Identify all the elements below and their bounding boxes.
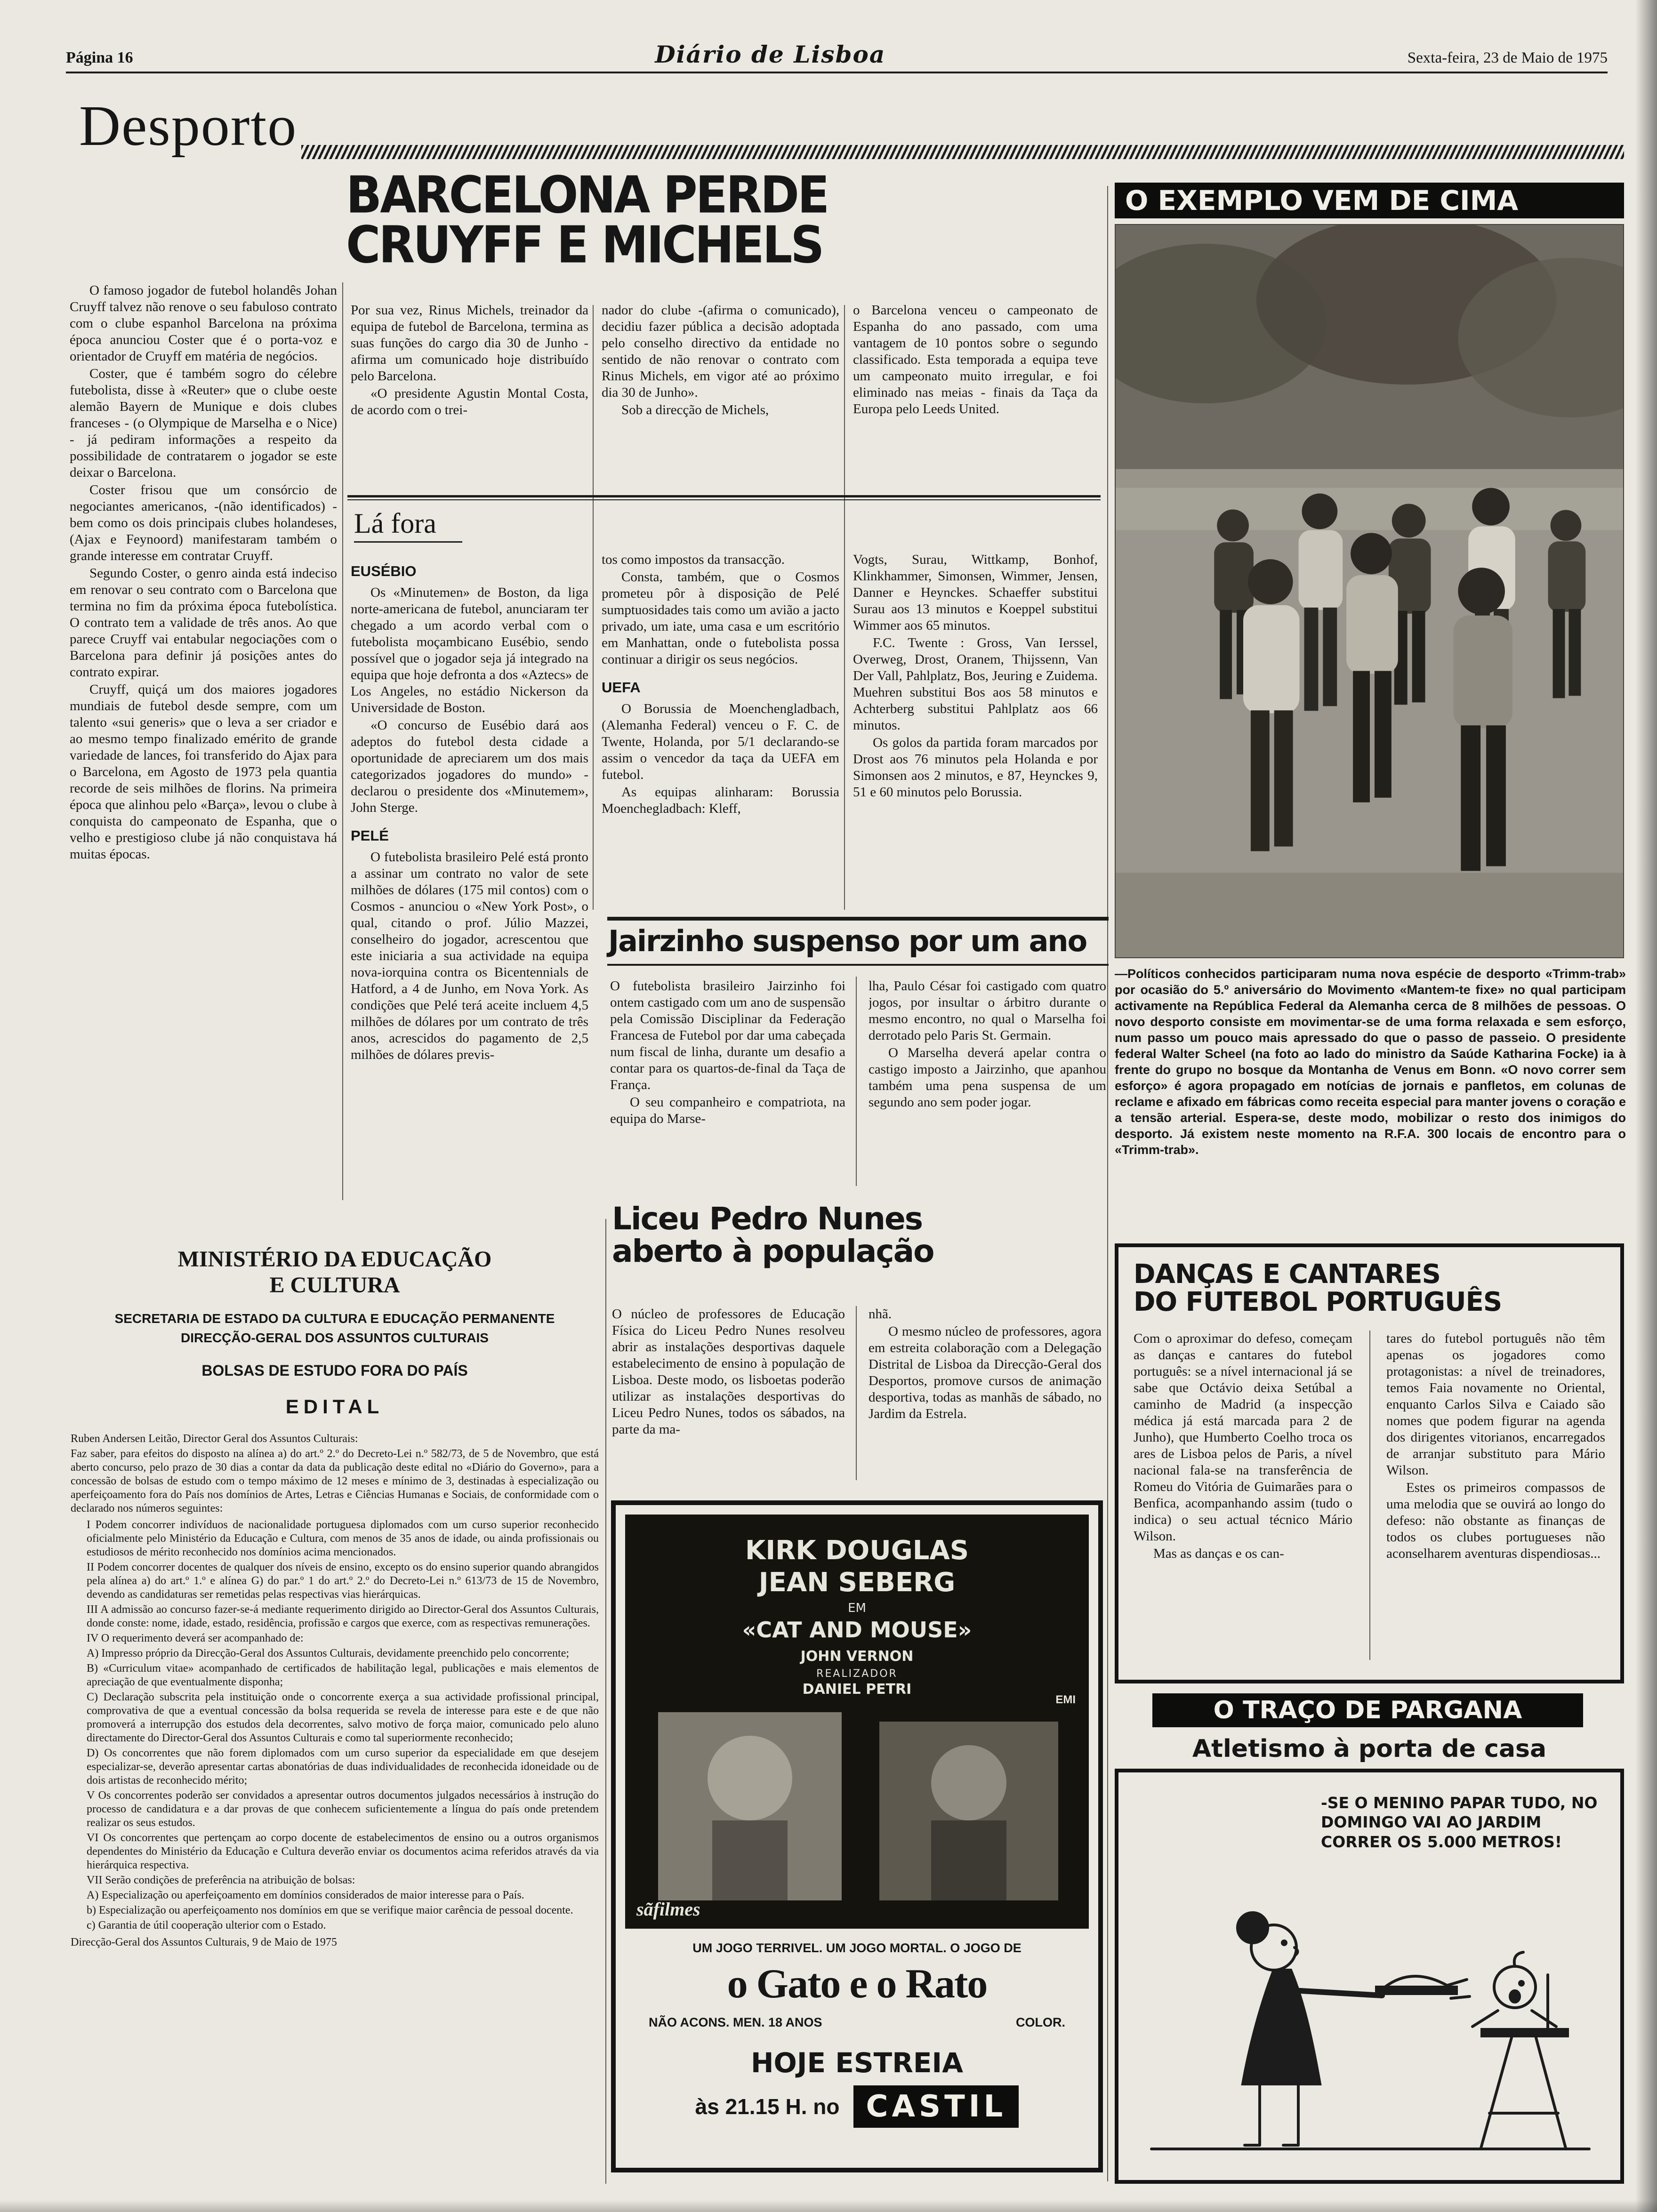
pargana-banner: O TRAÇO DE PARGANA	[1152, 1693, 1583, 1727]
studio-logo: sãfilmes	[636, 1899, 700, 1920]
paragraph: III A admissão ao concurso fazer-se-á mediante requerimento dirigido ao Director-Geral dos Assuntos Culturais, donde conste: nome, idade, estado, residência, profissão e cargos que exerce, com as respectivas remunerações.	[87, 1603, 599, 1630]
paragraph: A) Impresso próprio da Direcção-Geral dos Assuntos Culturais, devidamente preenchido pelo concorrente;	[87, 1647, 570, 1660]
exemplo-banner: O EXEMPLO VEM DE CIMA	[1115, 183, 1624, 218]
premiere-text: HOJE ESTREIA	[751, 2047, 963, 2079]
cartoon-speech: -SE O MENINO PAPAR TUDO, NO DOMINGO VAI AO JARDIM CORRER OS 5.000 METROS!	[1321, 1794, 1598, 1851]
photo-caption: —Políticos conhecidos participaram numa nova espécie de desporto «Trimm-trab» por ocasião do 5.º aniversário do Movimento «Mantem-te fixe» no qual participam activamente na República Federal da Alemanha cerca de 8 milhões de pessoas. O novo desporto consiste em movimentar-se de uma forma relaxada e sem esforço, num passo um pouco mais apressado do que o passo de passeio. O presidente federal Walter Scheel (na foto ao lado do ministro da Saúde Katharina Focke) ia à frente do grupo no bosque da Montanha de Venus em Bonn. «O novo correr sem esforço» é agora propagado em notícias de jornais e panfletos, em colunas de reclame e afixado em fábricas como receita especial para manter jovens o coração e a tensão arterial. Espera-se, deste modo, mobilizar o resto dos inimigos do desporto. Já existem neste momento na R.F.A. 300 locais de encontro para o «Trimm-trab».	[1115, 967, 1626, 1157]
paragraph: VI Os concorrentes que pertençam ao corpo docente de estabelecimentos de ensino ou a outros organismos dependentes do Ministério da Educação e Cultura deverão enviar os documentos acima referidos através da via hierárquica respectiva.	[87, 1832, 599, 1872]
edital-title: EDITAL	[285, 1395, 384, 1418]
color-text: COLOR.	[1016, 2015, 1065, 2029]
paragraph: tares do futebol português não têm apenas os jogadores como protagonistas: a nível de treinadores, temos Faia novamente no Oriental, enquanto Carlos Silva e Caiado são nomes que podem figurar na agenda dos dirigentes vitorianos, encarregados de arranjar substituto para Mário Wilson.	[1386, 1330, 1605, 1478]
column-rule	[856, 977, 857, 1186]
trimm-trab-photo	[1115, 224, 1624, 958]
original-title: «CAT AND MOUSE»	[742, 1617, 972, 1643]
jairzinho-col2	[869, 978, 1106, 1186]
lafora-column-a	[351, 552, 588, 1203]
secretariat-title: SECRETARIA DE ESTADO DA CULTURA E EDUCAÇÃO PERMANENTE	[114, 1311, 555, 1326]
paragraph: O futebolista brasileiro Pelé está pronto a assinar um contrato no valor de sete milhões de dólares (175 mil contos) com o Cosmos - anunciou o «New York Post», o qual, citando o prof. Júlio Mazzei, conselheiro do jogador, acrescentou que este iniciaria a sua actividade na equipa nova-iorquina contra os Bicentennials de Hatford, a 4 de Junho, em Nova York. As condições que Pelé terá aceite incluem 4,5 milhões de dólares por um contrato de três anos, acrescidos do pagamento de 2,5 milhões de dólares previs-	[351, 850, 588, 1062]
headline-line: DO FUTEBOL PORTUGUÊS	[1134, 1287, 1502, 1318]
page-edge-shadow	[0, 2200, 1657, 2212]
actor-name: JEAN SEBERG	[758, 1567, 956, 1598]
pele-continued	[602, 552, 839, 668]
lafora-column-c	[853, 552, 1098, 914]
headline-line: CRUYFF E MICHELS	[346, 215, 823, 275]
paragraph: Vogts, Surau, Wittkamp, Bonhof, Klinkhammer, Simonsen, Wimmer, Jensen, Danner e Heynckes. Schaeffer substitui Surau aos 13 minutos e Koeppel substitui Wimmer aos 65 minutos.	[853, 552, 1098, 633]
lafora-column-b	[602, 552, 839, 914]
paragraph: O núcleo de professores de Educação Física do Liceu Pedro Nunes resolveu abrir as instalações desportivas daquele estabelecimento de ensino à população de Lisboa. Deste modo, os lisboetas poderão utilizar as instalações desportivas do Liceu Pedro Nunes, todos os sábados, na parte da ma-	[612, 1306, 845, 1437]
paragraph: b) Especialização ou aperfeiçoamento nos domínios em que se verifique maior carência de pessoal docente.	[87, 1904, 573, 1917]
paragraph: «O presidente Agustin Montal Costa, de acordo com o trei-	[351, 386, 588, 417]
paragraph: o Barcelona venceu o campeonato de Espanha do ano passado, com uma vantagem de 10 pontos sobre o segundo classificado. Esta temporada a equipa teve um campeonato muito irregular, e foi eliminado nas meias - finais da Taça da Europa pelo Leeds United.	[853, 303, 1098, 417]
paragraph: Ruben Andersen Leitão, Director Geral dos Assuntos Culturais:	[71, 1433, 358, 1445]
paragraph: Com o aproximar do defeso, começam as danças e cantares do futebol português: se a nível internacional já se sabe que Octávio deixa Setúbal a caminho de Madrid (a inspecção médica já está marcada para 2 de Junho), que Humberto Coelho troca os ares de Lisboa pelos de Paris, a nível nacional fala-se na transferência de Romeu do Vitória de Guimarães para o Benfica, acompanhando assim (tudo o indica) o seu actual técnico Mário Wilson.	[1134, 1330, 1352, 1544]
barcelona-article-col1	[70, 282, 337, 1205]
paragraph: Mas as danças e os can-	[1153, 1546, 1284, 1561]
paragraph: O Marselha deverá apelar contra o castigo imposto a Jairzinho, que apanhou também uma pena suspensa de um segundo ano sem poder jogar.	[869, 1045, 1106, 1110]
paragraph: Coster, que é também sogro do célebre futebolista, disse à «Reuter» que o clube oeste alemão Bayern de Munique e dois clubes franceses - (o Olympique de Marselha e o Nice) - já pediram informações a respeito da possibilidade de contratarem o jogador se este deixar o Barcelona.	[70, 366, 337, 480]
paragraph: Coster frisou que um consórcio de negociantes americanos, -(não identificados) - bem como os dois principais clubes holandeses, (Ajax e Feynoord) manifestaram também o grande interesse em contratar Cruyff.	[70, 482, 337, 563]
realizador-label: REALIZADOR	[816, 1668, 898, 1680]
rating-text: NÃO ACONS. MEN. 18 ANOS	[649, 2015, 822, 2029]
dancas-headline	[1134, 1260, 1605, 1316]
headline-line: DANÇAS E CANTARES	[1134, 1259, 1440, 1290]
section-title: Desporto	[79, 94, 298, 158]
column-rule	[856, 1306, 857, 1480]
pargana-subtitle: Atletismo à porta de casa	[1192, 1735, 1547, 1763]
movie-tagline: UM JOGO TERRIVEL. UM JOGO MORTAL. O JOGO DE	[692, 1941, 1022, 1955]
emi-logo: EMI	[1055, 1693, 1076, 1706]
paragraph: B) «Curriculum vitae» acompanhado de certificados de habilitação legal, publicações e mais elementos de apreciação de que eventualmente disponha;	[87, 1662, 599, 1689]
paragraph: D) Os concorrentes que não forem diplomados com um curso superior da especialidade em que desejem especializar-se, deverão apresentar cartas abonatórias de duas individualidades de reconhecida idoneidade ou de dois artistas de reconhecido mérito;	[87, 1747, 599, 1787]
edital-items	[71, 1518, 599, 1932]
showtime-row	[616, 2085, 1098, 2128]
paragraph: F.C. Twente : Gross, Van Ierssel, Overweg, Drost, Oranem, Thijssenn, Van Der Vall, Pahlplatz, Bos, Jeuring e Zuidema. Muehren substitui Bos aos 58 minutos e Achterberg substitui Pahlplatz aos 66 minutos.	[853, 635, 1098, 733]
column-rule	[1107, 186, 1108, 2181]
barcelona-article-col3	[602, 302, 839, 493]
ministry-title	[71, 1246, 599, 1298]
section-divider	[301, 145, 1624, 159]
paragraph: nador do clube -(afirma o comunicado), decidiu fazer pública a decisão adoptada pelo conselho directivo da entidade no sentido de não renovar o contrato com Rinus Michels, em vigor até ao próximo dia 30 de Junho».	[602, 303, 839, 400]
column-rule	[844, 305, 845, 910]
lafora-title-underline	[354, 541, 462, 543]
page-header	[66, 40, 1608, 68]
movie-poster	[625, 1515, 1089, 1929]
paragraph: IV O requerimento deverá ser acompanhado de:	[87, 1632, 304, 1645]
barcelona-article-col4	[853, 302, 1098, 493]
paragraph: Faz saber, para efeitos do disposto na alínea a) do art.º 2.º do Decreto-Lei n.º 582/73, de 5 de Novembro, que está aberto concurso, pelo prazo de 30 dias a contar da data da publicação deste edital no «Diário do Governo», para a concessão de bolsas de estudo com o tempo máximo de 12 meses e mínimo de 3, destinadas à especialização ou aperfeiçoamento fora do País nos domínios de Artes, Letras e Ciências Humanas e Sociais, de conformidade com o declarado nos números seguintes:	[71, 1448, 599, 1515]
paragraph: Consta, também, que o Cosmos prometeu pôr à disposição de Pelé sumptuosidades tais como um avião a jacto privado, um iate, uma casa e um escritório em Manhattan, onde o futebolista possa continuar a dirigir os seus negócios.	[602, 569, 839, 667]
paragraph: Cruyff, quiçá um dos maiores jogadores mundiais de futebol desde sempre, com um talento «sui generis» que o leva a ser criador e ao mesmo tempo finalizado emérito de grande variedade de lances, foi transferido do Ajax para o Barcelona, em Agosto de 1973 pela quantia recorde de seis milhões de florins. Na primeira época que alinhou pelo «Barça», levou o clube à conquista do campeonato de Espanha, que o velho e prestigioso clube já não conquistava há muitas épocas.	[70, 682, 337, 862]
dancas-columns	[1134, 1330, 1605, 1660]
paragraph: Estes os primeiros compassos de uma melodia que se ouvirá ao longo do defeso: não obstante as finanças de todos os clubes portugueses não aconselharem aventuras dispendiosas...	[1386, 1480, 1605, 1561]
column-rule	[342, 282, 343, 1200]
paragraph: O futebolista brasileiro Jairzinho foi ontem castigado com um ano de suspensão pela Comissão Disciplinar da Federação Francesa de Futebol por dar uma cabeçada num fiscal de linha, durante um desafio a contar para os quartos-de-final da Taça de França.	[610, 978, 845, 1092]
column-rule	[593, 305, 594, 910]
paragraph: C) Declaração subscrita pela instituição onde o concorrente exerça a sua actividade profissional principal, comprovativa de que a eventual concessão da bolsa requerida se revela de interesse para este e de que não promoverá a interrupção dos estudos dela decorrentes, salvo motivo de força maior, comunicado pelo aluno directamente do Director-Geral dos Assuntos Culturais e como tal superiormente reconhecido;	[87, 1691, 599, 1745]
actor-name: JOHN VERNON	[800, 1648, 914, 1665]
paragraph: Por sua vez, Rinus Michels, treinador da equipa de futebol de Barcelona, termina as suas funções do cargo dia 30 de Junho - afirma um comunicado hoje distribuído pelo Barcelona.	[351, 303, 588, 384]
headline-line: Liceu Pedro Nunes	[612, 1201, 923, 1237]
jairzinho-toprule	[607, 917, 1109, 921]
pargana-cartoon-box	[1115, 1769, 1624, 2184]
lafora-rule	[347, 495, 1101, 500]
liceu-col2	[869, 1306, 1102, 1481]
liceu-col1	[612, 1306, 845, 1481]
paragraph: I Podem concorrer indivíduos de nacionalidade portuguesa diplomados com um curso superior reconhecido oficialmente pelo Ministério da Educação e Cultura, com menos de 35 anos de idade, ou ainda profissionais ou estudiosos de mérito reconhecido nos domínios acima mencionados.	[87, 1519, 599, 1559]
edition-date: Sexta-feira, 23 de Maio de 1975	[1407, 49, 1608, 66]
paragraph: VII Serão condições de preferência na atribuição de bolsas:	[87, 1874, 355, 1887]
barcelona-article-col2	[351, 302, 588, 493]
paragraph: c) Garantia de útil cooperação ulterior com o Estado.	[87, 1919, 326, 1932]
dancas-col2	[1369, 1330, 1605, 1660]
paragraph: lha, Paulo César foi castigado com quatro jogos, por insultar o árbitro durante o mesmo encontro, no qual o Marselha foi derrotado pelo Paris St. Germain.	[869, 978, 1106, 1043]
page-edge-shadow	[1635, 0, 1657, 2212]
barcelona-headline	[346, 165, 878, 275]
photo-illustration	[1116, 225, 1623, 957]
cinema-ad	[611, 1500, 1103, 2172]
directorate-title: DIRECÇÃO-GERAL DOS ASSUNTOS CULTURAIS	[181, 1330, 489, 1346]
dancas-box	[1115, 1243, 1624, 1683]
cinema-logo: CASTIL	[853, 2085, 1019, 2128]
dancas-col1	[1134, 1330, 1352, 1660]
column-rule	[605, 1219, 606, 2184]
uefa-heading: UEFA	[602, 679, 641, 696]
edital-notice	[71, 1246, 599, 2192]
jairzinho-underrule	[607, 964, 1109, 966]
paragraph: nhã.	[869, 1306, 892, 1322]
edital-intro	[71, 1432, 599, 1515]
paragraph: «O concurso de Eusébio dará aos adeptos do futebol desta cidade a oportunidade de apreciarem um dos mais categorizados jogadores do mundo» - declarou o presidente dos «Minutemem», John Sterge.	[351, 718, 588, 815]
paragraph: Segundo Coster, o genro ainda está indeciso em renovar o seu contrato com o Barcelona que termina no fim da próxima época futebolística. O contrato tem a validade de três anos. Ao que parece Cruyff vai entabular negociações com o Barcelona para definir já posições antes do contrato expirar.	[70, 566, 337, 680]
eusebio-heading: EUSÉBIO	[351, 563, 417, 579]
liceu-headline	[612, 1203, 970, 1267]
paragraph: O famoso jogador de futebol holandês Johan Cruyff talvez não renove o seu fabuloso contrato com o clube espanhol Barcelona na próxima época anunciou Coster que é o porta-voz e orientador de Cruyff em matéria de negócios.	[70, 283, 337, 364]
paragraph: Sob a direcção de Michels,	[621, 402, 769, 417]
ministry-line: E CULTURA	[269, 1273, 400, 1298]
paragraph: Os «Minutemen» de Boston, da liga norte-americana de futebol, anunciaram ter chegado a um acordo verbal com o futebolista moçambicano Eusébio, sendo possível que o jogador seja já integrado na equipa que hoje defronta a dos «Aztecs» de Los Angeles, no estádio Nickerson da Universidade de Boston.	[351, 585, 588, 715]
headline-line: aberto à população	[612, 1233, 934, 1269]
paragraph: Os golos da partida foram marcados por Drost aos 76 minutos pela Holanda e por Simonsen aos 2 minutos, e 87, Heynckes 9, 51 e 60 minutos pelo Borussia.	[853, 735, 1098, 800]
pele-paragraphs	[351, 849, 588, 1063]
poster-em: EM	[848, 1601, 866, 1615]
jairzinho-headline: Jairzinho suspenso por um ano	[608, 924, 1087, 958]
uefa-paragraphs	[602, 701, 839, 817]
showtime-text: às 21.15 H. no	[695, 2094, 840, 2119]
header-rule	[66, 72, 1608, 73]
masthead-title: Diário de Lisboa	[655, 40, 886, 68]
page-number: Página 16	[66, 49, 133, 66]
rating-row	[616, 2008, 1098, 2030]
eusebio-paragraphs	[351, 585, 588, 816]
edital-signature: Direcção-Geral dos Assuntos Culturais, 9 de Maio de 1975	[71, 1936, 337, 1949]
program-title: BOLSAS DE ESTUDO FORA DO PAÍS	[201, 1362, 468, 1379]
paragraph: II Podem concorrer docentes de qualquer dos níveis de ensino, excepto os do ensino superior quando abrangidos pela alínea a) do art.º 1.º e alínea G) do par.º 1 do art.º 2.º do Decreto-Lei n.º 613/73 de 15 de Novembro, devendo as candidaturas ser remetidas pelas respectivas vias hierárquicas.	[87, 1561, 599, 1601]
movie-title: o Gato e o Rato	[727, 1961, 987, 2007]
paragraph: O Borussia de Moenchengladbach, (Alemanha Federal) venceu o F. C. de Twente, Holanda, por 5/1 declarando-se assim o vencedor da taça da UEFA em futebol.	[602, 701, 839, 782]
director-name: DANIEL PETRI	[802, 1681, 912, 1698]
headline-line: BARCELONA PERDE	[346, 165, 828, 225]
paragraph: V Os concorrentes poderão ser convidados a apresentar outros documentos julgados necessários à instrução do processo de candidatura e a dar provas de que conhecem suficientemente a língua do país onde pretendem realizar os seus estudos.	[87, 1789, 599, 1829]
paragraph: A) Especialização ou aperfeiçoamento em domínios considerados de maior interesse para o País.	[87, 1889, 524, 1902]
paragraph: O seu companheiro e compatriota, na equipa do Marse-	[610, 1095, 845, 1126]
paragraph: As equipas alinharam: Borussia Moenchegladbach: Kleff,	[602, 785, 839, 816]
pele-heading: PELÉ	[351, 827, 389, 844]
paragraph: O mesmo núcleo de professores, agora em estreita colaboração com a Delegação Distrital de Lisboa da Direcção-Geral dos Desportos, promove cursos de animação desportiva, todas as manhãs de sábado, no Jardim da Estrela.	[869, 1324, 1102, 1421]
lafora-title: Lá fora	[354, 508, 436, 539]
ministry-line: MINISTÉRIO DA EDUCAÇÃO	[177, 1247, 492, 1272]
actor-name: KIRK DOUGLAS	[745, 1535, 969, 1566]
jairzinho-col1	[610, 978, 845, 1186]
paragraph: tos como impostos da transacção.	[602, 552, 785, 567]
